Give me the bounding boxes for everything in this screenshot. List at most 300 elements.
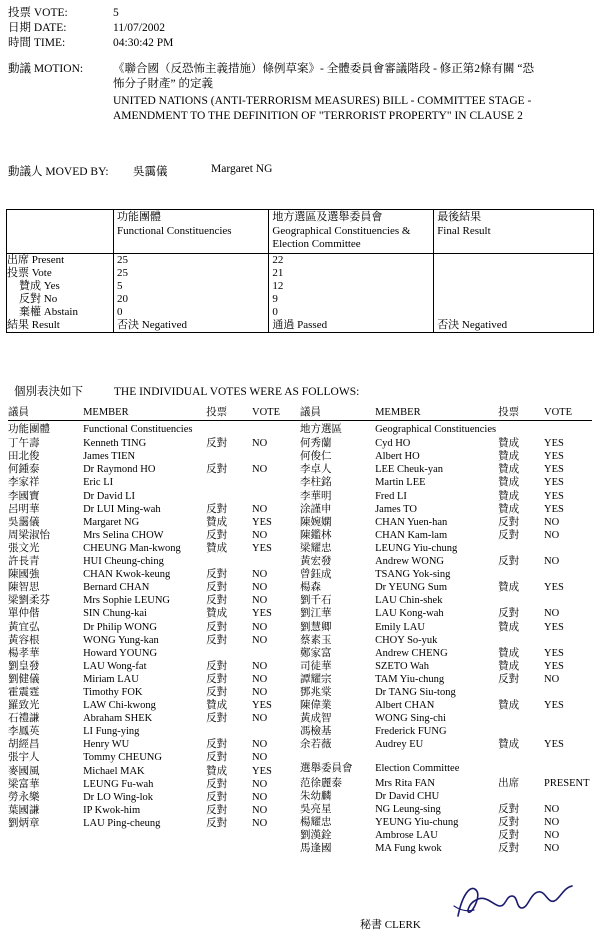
summary-header-final [434,210,594,254]
gc-header-member-zh: 議員 [300,406,375,421]
vote-en: NO [252,621,268,633]
vote-en: NO [252,660,268,672]
summary-label-1: 投票 Vote [7,266,52,279]
table-row [300,463,592,476]
member-en: Timothy FOK [83,686,143,698]
member-zh: 范徐麗泰 [300,777,342,789]
member-en: Dr David CHU [375,790,440,802]
member-zh: 楊孝華 [8,647,40,659]
vote-zh: 反對 [206,503,228,515]
moved-by-name-en: Margaret NG [211,163,273,175]
vote-zh: 反對 [206,752,228,764]
table-row [8,725,300,738]
member-zh: 劉慧卿 [300,621,332,633]
table-row [8,490,300,503]
fc-section-title-row [8,421,300,438]
motion-line-2: 怖分子財產” 的定義 [113,77,213,90]
motion-text [113,62,583,123]
member-zh: 司徒華 [300,660,332,672]
member-zh: 羅致光 [8,700,40,712]
member-en: LI Fung-ying [83,726,140,738]
vote-zh [206,450,252,463]
summary-gc-4: 0 [272,305,278,318]
member-en: Dr Philip WONG [83,621,157,633]
fc-column-headers [8,406,300,421]
table-row [300,516,592,529]
vote-en: NO [544,608,560,620]
vote-zh: 反對 [206,791,228,803]
table-row [8,581,300,594]
summary-gc-3: 9 [272,292,278,305]
member-zh: 吳亮星 [300,803,332,815]
table-row [300,699,592,712]
table-row [8,437,300,450]
member-en: CHAN Yuen-han [375,516,448,528]
summary-fc-cell [114,253,269,332]
summary-gc-1: 21 [272,266,284,279]
member-zh: 黃宜弘 [8,621,40,633]
member-zh: 張宇人 [8,752,40,764]
summary-label-2: 贊成 Yes [19,279,60,292]
vote-en: YES [544,490,564,502]
table-row [300,568,592,581]
vote-en: NO [544,829,560,841]
summary-label-0: 出席 Present [7,253,65,266]
gc-section-title-en: Geographical Constituencies [375,424,497,436]
summary-final-result: 否決 Negatived [437,318,508,331]
member-en: IP Kwok-him [83,804,141,816]
member-en: LAU Kong-wah [375,608,444,620]
table-row [8,516,300,529]
ec-section-title-row [300,760,592,776]
vote-en: NO [252,673,268,685]
member-zh: 劉江華 [300,608,332,620]
vote-zh [498,634,544,647]
clerk-label: 秘書 CLERK [360,919,421,931]
motion-label: 動議 MOTION: [8,63,84,75]
member-zh: 陳國強 [8,569,40,581]
geographical-constituencies-column [300,406,592,855]
vote-zh [498,542,544,555]
vote-number-value: 5 [113,7,119,19]
table-row [8,647,300,660]
member-en: James TIEN [83,451,136,463]
vote-en [252,555,300,568]
member-zh: 黃宏發 [300,556,332,568]
date-label: 日期 DATE: [8,22,67,34]
member-en: CHOY So-yuk [375,634,438,646]
member-zh: 田北俊 [8,451,40,463]
section-gap [300,751,592,760]
vote-zh: 反對 [498,803,520,815]
gc-header-member-en: MEMBER [375,406,498,421]
summary-header-gc [269,210,434,254]
vote-en: YES [252,542,272,554]
summary-fc-5: 否決 Negatived [117,318,187,331]
vote-en: YES [544,438,564,450]
table-row [8,568,300,581]
member-en: Bernard CHAN [83,582,150,594]
member-zh: 葉國謙 [8,804,40,816]
member-en: Dr David LI [83,490,135,502]
vote-zh: 贊成 [498,700,520,712]
vote-zh: 反對 [206,634,228,646]
member-en: James TO [375,503,417,515]
member-en: Miriam LAU [83,673,139,685]
vote-en: NO [252,791,268,803]
summary-header-gc-en1: Geographical Constituencies & [272,224,411,237]
summary-fc-0: 25 [117,253,128,266]
member-zh: 梁富華 [8,778,40,790]
summary-header-fc-en: Functional Constituencies [117,224,232,237]
table-row [8,817,300,830]
member-zh: 麥國風 [8,765,40,777]
vote-en: NO [252,529,268,541]
vote-en [544,712,592,725]
member-zh: 周梁淑怡 [8,529,50,541]
member-zh: 霍震霆 [8,686,40,698]
vote-zh [206,555,252,568]
gc-header-vote-en: VOTE [544,406,592,421]
vote-zh: 贊成 [498,660,520,672]
table-row [8,686,300,699]
table-row [300,777,592,790]
member-zh: 陳婉嫻 [300,516,332,528]
member-en: Fred LI [375,490,407,502]
vote-summary-table [6,209,594,333]
vote-zh: 贊成 [498,739,520,751]
summary-header-final-en: Final Result [437,224,491,237]
vote-en: NO [252,817,268,829]
vote-zh [498,686,544,699]
table-row [300,594,592,607]
member-en: Andrew CHENG [375,647,448,659]
vote-en [252,476,300,489]
member-zh: 余若薇 [300,739,332,751]
member-zh: 劉健儀 [8,673,40,685]
table-row [8,751,300,764]
member-zh: 何鍾泰 [8,464,40,476]
member-en: NG Leung-sing [375,803,441,815]
summary-gc-2: 12 [272,279,284,292]
vote-en: NO [544,803,560,815]
member-zh: 胡經昌 [8,739,40,751]
vote-en [544,568,592,581]
table-row [8,791,300,804]
vote-en: PRESENT [544,777,590,789]
member-en: LEE Cheuk-yan [375,464,444,476]
time-value: 04:30:42 PM [113,37,174,49]
table-row [300,842,592,855]
summary-gc-0: 22 [272,253,284,266]
vote-zh: 贊成 [498,477,520,489]
summary-header-gc-en2: Election Committee [272,238,361,250]
table-row [300,634,592,647]
member-zh: 馮檢基 [300,726,332,738]
vote-en: NO [252,503,268,515]
vote-en: YES [544,739,564,751]
member-zh: 陳智思 [8,582,40,594]
vote-zh: 贊成 [206,700,228,712]
member-en: Frederick FUNG [375,726,447,738]
vote-zh [206,647,252,660]
member-en: Eric LI [83,477,114,489]
member-en: MA Fung kwok [375,843,442,854]
vote-zh [206,490,252,503]
fc-header-member-en: MEMBER [83,406,206,421]
member-en: Dr LUI Ming-wah [83,503,161,515]
member-en: CHAN Kam-lam [375,529,448,541]
motion-line-3: UNITED NATIONS (ANTI-TERRORISM MEASURES) BILL - COMMITTEE STAGE - [113,95,532,107]
vote-zh [498,725,544,738]
member-zh: 楊森 [300,582,321,594]
vote-zh: 反對 [498,829,520,841]
member-en: LAW Chi-kwong [83,700,156,712]
vote-en: YES [544,464,564,476]
table-row [300,686,592,699]
vote-zh: 贊成 [498,621,520,633]
geographical-votes-table [300,406,592,855]
fc-header-vote-en: VOTE [252,406,300,421]
table-row [300,660,592,673]
vote-en: YES [544,503,564,515]
table-row [8,738,300,751]
member-en: LEUNG Yiu-chung [375,542,458,554]
member-zh: 石禮謙 [8,713,40,725]
member-zh: 曾鈺成 [300,569,332,581]
motion-line-1: 《聯合國（反恐怖主義措施）條例草案》- 全體委員會審議階段 - 修正第2條有關 “恐 [113,63,535,75]
vote-zh: 贊成 [498,503,520,515]
motion-line-4: AMENDMENT TO THE DEFINITION OF "TERRORIST PROPERTY" IN CLAUSE 2 [113,109,523,122]
vote-en: NO [252,713,268,725]
table-row [300,490,592,503]
member-zh: 勞永樂 [8,791,40,803]
member-zh: 梁劉柔芬 [8,595,50,607]
vote-zh: 贊成 [498,647,520,659]
summary-final-cell [434,253,594,332]
vote-en: NO [544,529,560,541]
vote-zh: 反對 [206,582,228,594]
table-row [8,607,300,620]
vote-en: NO [252,686,268,698]
vote-zh: 反對 [206,464,228,476]
vote-number-label: 投票 VOTE: [8,7,68,19]
vote-en: YES [252,608,272,620]
vote-en [252,647,300,660]
vote-zh [498,712,544,725]
vote-zh: 反對 [498,556,520,568]
member-zh: 呂明華 [8,503,40,515]
vote-en: YES [252,700,272,712]
member-en: CHEUNG Man-kwong [83,542,181,554]
summary-label-4: 棄權 Abstain [19,305,78,318]
date-row [8,21,592,35]
gc-column-headers [300,406,592,421]
table-row [8,712,300,725]
member-en: TAM Yiu-chung [375,673,445,685]
vote-zh: 贊成 [498,490,520,502]
vote-en: NO [252,569,268,581]
table-row [300,725,592,738]
member-en: SIN Chung-kai [83,608,147,620]
table-row [8,673,300,686]
table-row [300,712,592,725]
table-row [300,476,592,489]
vote-zh: 反對 [206,529,228,541]
vote-en: YES [544,660,564,672]
individual-votes-columns [8,406,592,855]
summary-gc-5: 通過 Passed [272,318,328,331]
table-row [300,829,592,842]
functional-constituencies-column [8,406,300,855]
table-row [8,503,300,516]
vote-zh: 反對 [206,739,228,751]
member-en: Howard YOUNG [83,647,158,659]
member-en: Albert HO [375,451,420,463]
member-en: Cyd HO [375,438,411,450]
vote-en: NO [544,556,560,568]
member-en: Mrs Selina CHOW [83,529,164,541]
member-en: Andrew WONG [375,556,444,568]
vote-zh: 反對 [206,817,228,829]
table-row [300,738,592,751]
member-zh: 單仲偕 [8,608,40,620]
functional-votes-table [8,406,300,830]
table-row [8,476,300,489]
clerk-signature [452,876,582,928]
fc-section-title-en: Functional Constituencies [83,424,193,436]
vote-zh [498,568,544,581]
table-row [8,529,300,542]
table-row [8,765,300,778]
member-zh: 陳偉業 [300,700,332,712]
gc-header-vote-zh: 投票 [498,406,544,421]
table-row [300,529,592,542]
vote-number-row [8,6,592,20]
vote-en [544,634,592,647]
vote-en: NO [252,464,268,476]
summary-fc-3: 20 [117,292,128,305]
summary-label-5: 結果 Result [7,318,60,331]
vote-zh: 贊成 [498,438,520,450]
vote-en: YES [252,516,272,528]
table-row [8,594,300,607]
vote-zh [206,725,252,738]
table-row [8,699,300,712]
vote-zh [498,790,544,803]
table-row [8,804,300,817]
member-en: Dr Raymond HO [83,464,156,476]
time-label: 時間 TIME: [8,37,66,49]
member-en: Henry WU [83,739,130,751]
vote-en: NO [544,516,560,528]
member-en: LAU Chin-shek [375,595,443,607]
summary-fc-2: 5 [117,279,123,292]
table-row [8,778,300,791]
table-row [300,803,592,816]
summary-body-row [7,253,594,332]
member-zh: 鄭家富 [300,647,332,659]
member-zh: 劉炳章 [8,817,40,829]
member-en: LAU Wong-fat [83,660,147,672]
summary-header-fc [114,210,269,254]
fc-header-vote-zh: 投票 [206,406,252,421]
vote-zh: 反對 [206,778,228,790]
vote-zh: 反對 [498,608,520,620]
member-zh: 李柱銘 [300,477,332,489]
summary-gc-cell [269,253,434,332]
vote-en: YES [252,765,272,777]
member-zh: 黃容根 [8,634,40,646]
member-en: Dr TANG Siu-tong [375,686,456,698]
vote-en [544,594,592,607]
summary-header-gc-zh: 地方選區及選舉委員會 [272,211,383,223]
vote-en: NO [252,778,268,790]
member-en: HUI Cheung-ching [83,556,164,568]
vote-zh [498,594,544,607]
vote-en: NO [252,804,268,816]
vote-en: NO [252,739,268,751]
vote-zh: 反對 [206,438,228,450]
member-zh: 馬逢國 [300,843,332,854]
member-zh: 李卓人 [300,464,332,476]
member-zh: 吳靄儀 [8,516,40,528]
member-en: Emily LAU [375,621,425,633]
table-row [300,503,592,516]
member-en: YEUNG Yiu-chung [375,816,459,828]
member-en: Martin LEE [375,477,426,489]
member-en: Abraham SHEK [83,713,153,725]
vote-zh: 反對 [206,569,228,581]
fc-header-member-zh: 議員 [8,406,83,421]
vote-zh: 反對 [206,804,228,816]
vote-zh: 出席 [498,777,520,789]
member-en: Albert CHAN [375,700,435,712]
table-row [300,581,592,594]
member-en: LEUNG Fu-wah [83,778,154,790]
member-en: Kenneth TING [83,438,147,450]
summary-labels-cell [7,253,114,332]
member-zh: 蔡素玉 [300,634,332,646]
table-row [300,450,592,463]
member-zh: 涂謹申 [300,503,332,515]
moved-by-name-zh: 吳靄儀 [133,166,168,178]
vote-zh: 反對 [498,516,520,528]
member-zh: 劉千石 [300,595,332,607]
vote-zh: 反對 [206,686,228,698]
vote-en [544,686,592,699]
table-row [8,621,300,634]
summary-header-blank [7,210,114,254]
member-en: Ambrose LAU [375,829,438,841]
vote-zh: 贊成 [206,516,228,528]
vote-en [252,450,300,463]
table-row [300,673,592,686]
vote-zh: 反對 [206,673,228,685]
vote-zh: 反對 [498,843,520,854]
table-row [8,463,300,476]
vote-zh: 贊成 [206,608,228,620]
vote-en: NO [252,752,268,764]
vote-zh: 反對 [498,673,520,685]
member-en: CHAN Kwok-keung [83,569,171,581]
summary-fc-1: 25 [117,266,128,279]
member-en: Tommy CHEUNG [83,752,162,764]
vote-en [544,542,592,555]
vote-zh: 贊成 [498,451,520,463]
vote-zh [206,476,252,489]
vote-en: YES [544,700,564,712]
